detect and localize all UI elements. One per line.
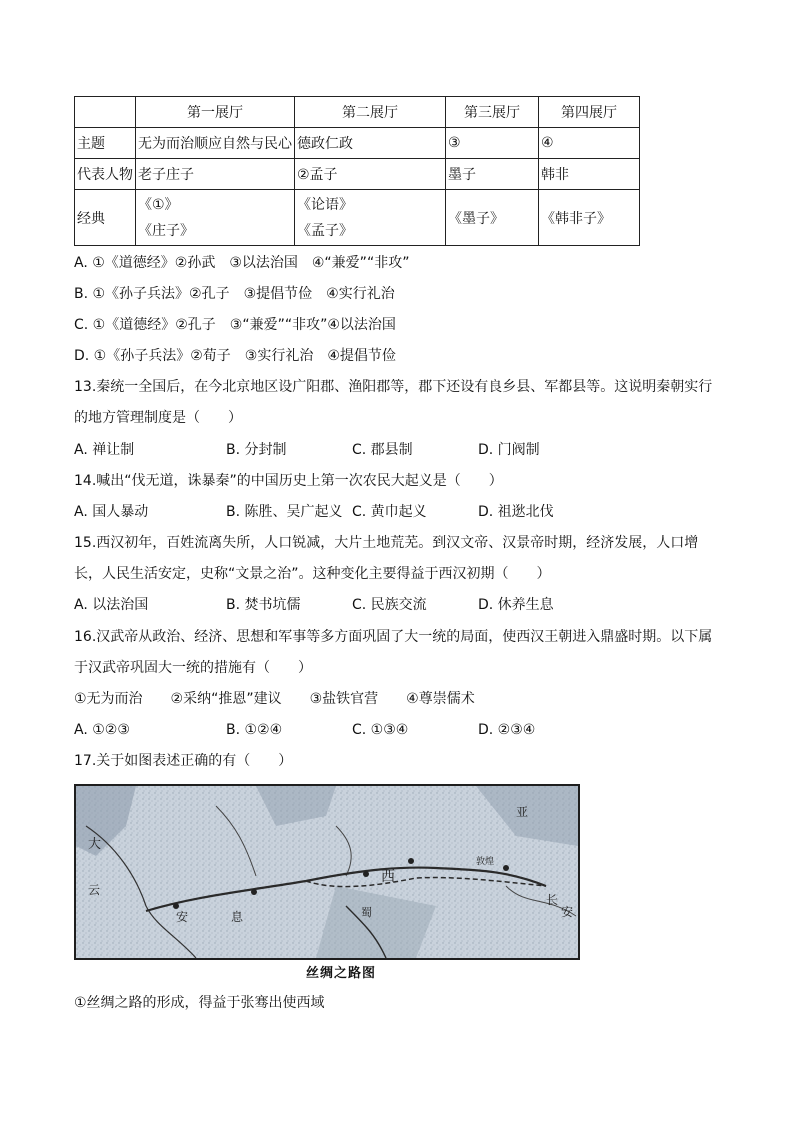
table-row [75, 190, 640, 246]
q16-stem: 16.汉武帝从政治、经济、思想和军事等多方面巩固了大一统的局面，使西汉王朝进入鼎盛时期。以下属 [74, 629, 713, 645]
table-cell: 《墨子》 [446, 190, 539, 246]
q12-option-a: A. ①《道德经》②孙武 ③以法治国 ④“兼爱”“非攻” [74, 255, 410, 271]
map-caption: 丝绸之路图 [306, 966, 377, 981]
q15-option-c: C. 民族交流 [352, 597, 427, 613]
q13-option-d: D. 门阀制 [478, 442, 540, 458]
map-label: 云 [88, 883, 101, 897]
table-cell: 德政仁政 [295, 128, 446, 159]
q14-stem: 14.喊出“伐无道，诛暴秦”的中国历史上第一次农民大起义是（ ） [74, 473, 503, 489]
camel-icon [251, 889, 257, 895]
q17-stem: 17.关于如图表述正确的有（ ） [74, 753, 293, 769]
exhibit-table [74, 96, 640, 246]
q16-stem-cont: 于汉武帝巩固大一统的措施有（ ） [74, 660, 312, 676]
map-label: 长 [546, 893, 559, 907]
q15-option-a: A. 以法治国 [74, 597, 149, 613]
camel-icon [503, 865, 509, 871]
cell-line: 《孟子》 [297, 222, 353, 239]
cell-line: 《论语》 [297, 196, 353, 213]
q13-option-c: C. 郡县制 [352, 442, 413, 458]
table-header-cell: 第三展厅 [446, 97, 539, 128]
table-cell: 老子庄子 [136, 159, 295, 190]
q14-option-a: A. 国人暴动 [74, 504, 149, 520]
q15-stem-cont: 长，人民生活安定，史称“文景之治”。这种变化主要得益于西汉初期（ ） [74, 566, 551, 582]
cell-line: 《庄子》 [138, 222, 194, 239]
table-row [75, 159, 640, 190]
table-corner-cell [75, 97, 136, 128]
row-label: 代表人物 [75, 159, 136, 190]
q16-option-a: A. ①②③ [74, 722, 130, 738]
map-label: 安 [561, 905, 574, 919]
table-header-cell: 第二展厅 [295, 97, 446, 128]
map-label: 蜀 [361, 907, 372, 919]
q14-option-d: D. 祖逖北伐 [478, 504, 554, 520]
table-cell: 墨子 [446, 159, 539, 190]
q14-option-c: C. 黄巾起义 [352, 504, 427, 520]
camel-icon [173, 903, 179, 909]
q12-option-c: C. ①《道德经》②孔子 ③“兼爱”“非攻”④以法治国 [74, 317, 396, 333]
q15-option-b: B. 焚书坑儒 [226, 597, 301, 613]
q15-option-d: D. 休养生息 [478, 597, 554, 613]
q13-option-a: A. 禅让制 [74, 442, 135, 458]
q16-option-c: C. ①③④ [352, 722, 409, 738]
camel-icon [408, 858, 414, 864]
q13-stem-cont: 的地方管理制度是（ ） [74, 410, 242, 426]
q17-statement-1: ①丝绸之路的形成，得益于张骞出使西域 [74, 995, 325, 1011]
table-cell: 韩非 [539, 159, 640, 190]
table-cell [136, 190, 295, 246]
q16-option-d: D. ②③④ [478, 722, 536, 738]
q12-option-d: D. ①《孙子兵法》②荀子 ③实行礼治 ④提倡节俭 [74, 348, 396, 364]
table-cell: ②孟子 [295, 159, 446, 190]
map-label: 敦煌 [476, 856, 495, 866]
q16-option-b: B. ①②④ [226, 722, 283, 738]
table-cell: 《韩非子》 [539, 190, 640, 246]
table-cell: ④ [539, 128, 640, 159]
table-cell [295, 190, 446, 246]
map-graphic [76, 786, 578, 958]
map-label: 亚 [516, 805, 529, 819]
q13-stem: 13.秦统一全国后，在今北京地区设广阳郡、渔阳郡等，郡下还设有良乡县、军都县等。这说明秦朝实行 [74, 379, 713, 395]
table-header-cell: 第四展厅 [539, 97, 640, 128]
table-cell: 无为而治顺应自然与民心 [136, 128, 295, 159]
map-label: 息 [231, 910, 244, 924]
silk-road-map [74, 784, 580, 960]
map-label: 西 [381, 870, 395, 885]
table-row [75, 128, 640, 159]
camel-icon [363, 871, 369, 877]
table-header-row [75, 97, 640, 128]
q16-items: ①无为而治 ②采纳“推恩”建议 ③盐铁官营 ④尊崇儒术 [74, 691, 475, 707]
row-label: 主题 [75, 128, 136, 159]
row-label: 经典 [75, 190, 136, 246]
q12-option-b: B. ①《孙子兵法》②孔子 ③提倡节俭 ④实行礼治 [74, 286, 395, 302]
q13-option-b: B. 分封制 [226, 442, 287, 458]
map-label: 大 [88, 836, 102, 851]
table-header-cell: 第一展厅 [136, 97, 295, 128]
q14-option-b: B. 陈胜、吴广起义 [226, 504, 343, 520]
cell-line: 《①》 [138, 196, 179, 213]
map-label: 安 [176, 910, 189, 924]
q15-stem: 15.西汉初年，百姓流离失所，人口锐减，大片土地荒芜。到汉文帝、汉景帝时期，经济发展，人口增 [74, 535, 699, 551]
table-cell: ③ [446, 128, 539, 159]
